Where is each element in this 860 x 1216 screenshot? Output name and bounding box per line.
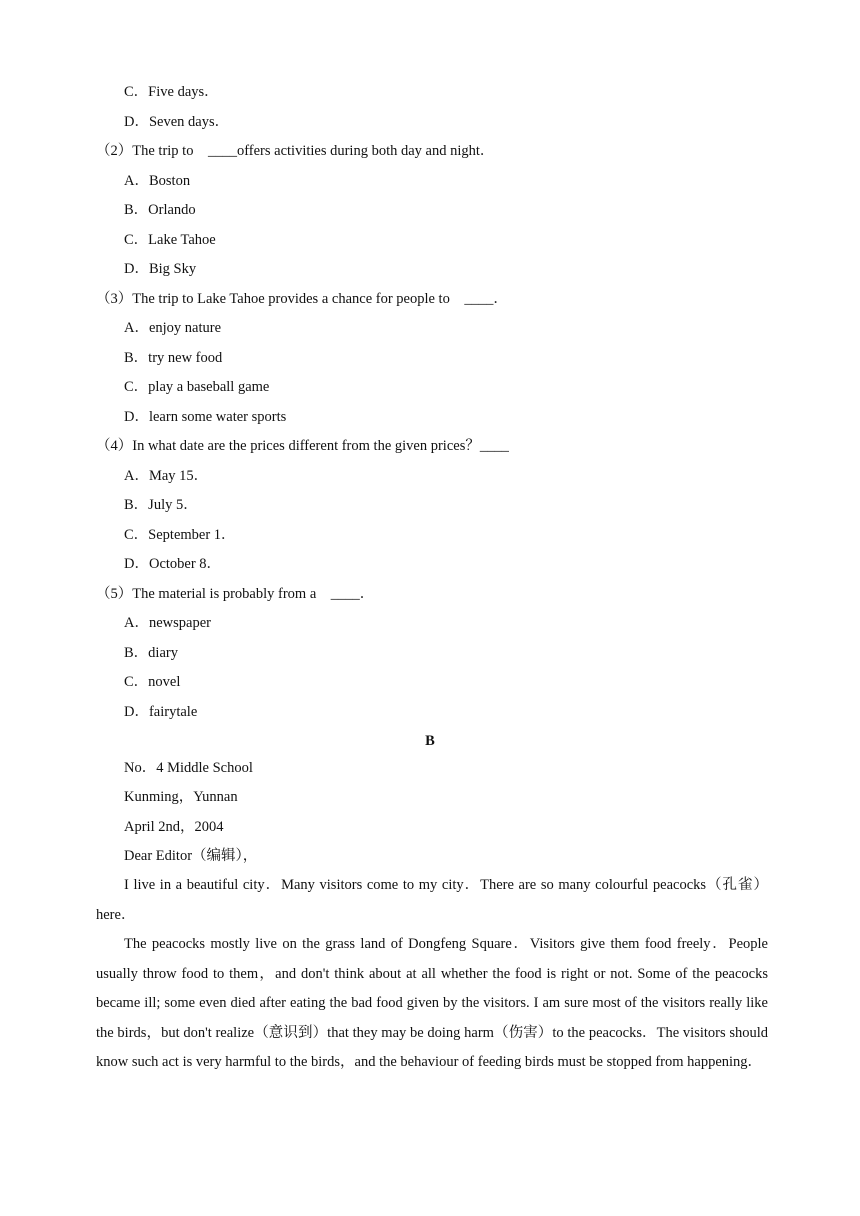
letter-date: April 2nd，2004 <box>124 819 224 835</box>
letter-paragraph-1: I live in a beautiful city．Many visitors come to my city．There are so many colourful peacocks（孔雀）here． <box>96 877 768 923</box>
section-b-title: B <box>425 733 435 749</box>
q3-option-a: A．enjoy nature <box>124 320 222 336</box>
q5-option-d: D．fairytale <box>124 704 198 720</box>
letter-paragraph-2: The peacocks mostly live on the grass land of Dongfeng Square．Visitors give them food freely．People usually throw food to them，and don't think about at all whether the food is right or not. Some of the peacocks became ill; some even died after eating the bad food given by the visitors. I am sure most of the visitors really like the birds，but don't realize（意识到）that they may be doing harm（伤害）to the peacocks．The visitors should know such act is very harmful to the birds，and the behaviour of feeding birds must be stopped from happening． <box>96 936 768 1070</box>
q2-option-d: D．Big Sky <box>124 261 197 277</box>
q3-option-d: D．learn some water sports <box>124 409 287 425</box>
question-5-stem: （5）The material is probably from a ____． <box>96 586 375 602</box>
question-3-stem: （3）The trip to Lake Tahoe provides a chance for people to ____． <box>96 291 508 307</box>
q5-option-b: B．diary <box>124 645 178 661</box>
q4-option-b: B．July 5． <box>124 497 198 513</box>
letter-salutation: Dear Editor（编辑）， <box>124 848 258 864</box>
q1-option-d: D．Seven days． <box>124 114 230 130</box>
q4-option-c: C．September 1． <box>124 527 236 543</box>
q3-option-b: B．try new food <box>124 350 223 366</box>
q2-option-b: B．Orlando <box>124 202 196 218</box>
letter-city: Kunming，Yunnan <box>124 789 238 805</box>
q2-option-c: C．Lake Tahoe <box>124 232 216 248</box>
q5-option-c: C．novel <box>124 674 181 690</box>
q2-option-a: A．Boston <box>124 173 191 189</box>
question-4-stem: （4）In what date are the prices different from the given prices？____ <box>96 438 509 454</box>
question-2-stem: （2）The trip to ____offers activities during both day and night． <box>96 143 495 159</box>
q3-option-c: C．play a baseball game <box>124 379 270 395</box>
letter-school: No．4 Middle School <box>124 760 253 776</box>
q1-option-c: C．Five days． <box>124 84 219 100</box>
q4-option-d: D．October 8． <box>124 556 222 572</box>
q4-option-a: A．May 15． <box>124 468 209 484</box>
q5-option-a: A．newspaper <box>124 615 211 631</box>
